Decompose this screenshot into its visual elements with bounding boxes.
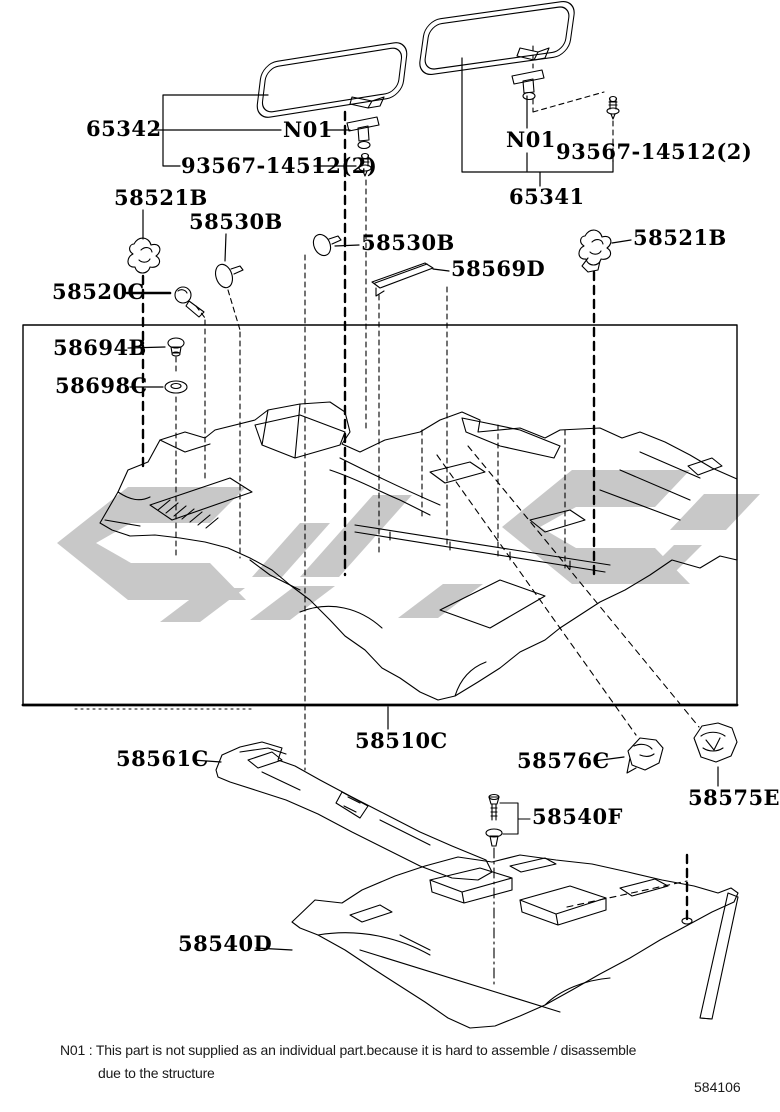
washer-58698c: [165, 381, 187, 393]
projection-lines: [143, 46, 699, 985]
part-label-58521b-right: 58521B: [633, 225, 727, 250]
part-label-58540f: 58540F: [532, 804, 623, 829]
clip-n01-right: [512, 70, 544, 100]
pin-58520c: [175, 287, 204, 317]
document-number: 584106: [694, 1079, 741, 1095]
clip-58521b-left: [128, 238, 160, 273]
strip-58569d: [372, 263, 433, 296]
fastener-58540f: [486, 795, 530, 847]
part-label-58694b: 58694B: [53, 335, 147, 360]
footnote-text-1: This part is not supplied as an individual part.because it is hard to assemble / disassemble: [95, 1042, 637, 1058]
carpet-58540d-drawing: [292, 855, 738, 1028]
part-label-58530b-second: 58530B: [361, 230, 455, 255]
part-label-58576c: 58576C: [517, 748, 610, 773]
clip-58576c: [627, 738, 663, 773]
part-label-93567-left: 93567-14512(2): [181, 153, 378, 178]
part-label-58530b-first: 58530B: [189, 209, 283, 234]
part-label-58510c: 58510C: [355, 728, 448, 753]
part-label-58561c: 58561C: [116, 746, 209, 771]
panel-65341-drawing: [418, 0, 576, 76]
grommet-58694b: [168, 338, 184, 356]
clip-58530b-second: [310, 232, 341, 259]
part-label-65342: 65342: [86, 116, 162, 141]
panel-65342-drawing: [255, 41, 408, 120]
watermark-logo: [57, 470, 760, 622]
part-label-58575e: 58575E: [688, 785, 780, 810]
part-label-n01-right: N01: [506, 127, 556, 152]
screw-93567-right: [607, 97, 619, 120]
part-label-65341: 65341: [509, 184, 585, 209]
part-label-n01-left: N01: [283, 117, 333, 142]
clip-58575e: [694, 723, 737, 762]
clip-n01-left: [347, 117, 379, 149]
part-label-58540d: 58540D: [178, 931, 273, 956]
clip-58530b-first: [213, 262, 243, 290]
part-label-93567-right: 93567-14512(2): [556, 139, 753, 164]
part-label-58569d: 58569D: [451, 256, 546, 281]
footnote-code: N01 :: [60, 1042, 93, 1058]
part-label-58520c: 58520C: [52, 279, 145, 304]
part-label-58698c: 58698C: [55, 373, 148, 398]
footnote-text-2: due to the structure: [98, 1065, 215, 1081]
clip-58521b-right: [579, 230, 611, 272]
footnote-line-1: [60, 1042, 636, 1058]
part-label-58521b-left: 58521B: [114, 185, 208, 210]
footnote-line-2: [98, 1065, 215, 1081]
